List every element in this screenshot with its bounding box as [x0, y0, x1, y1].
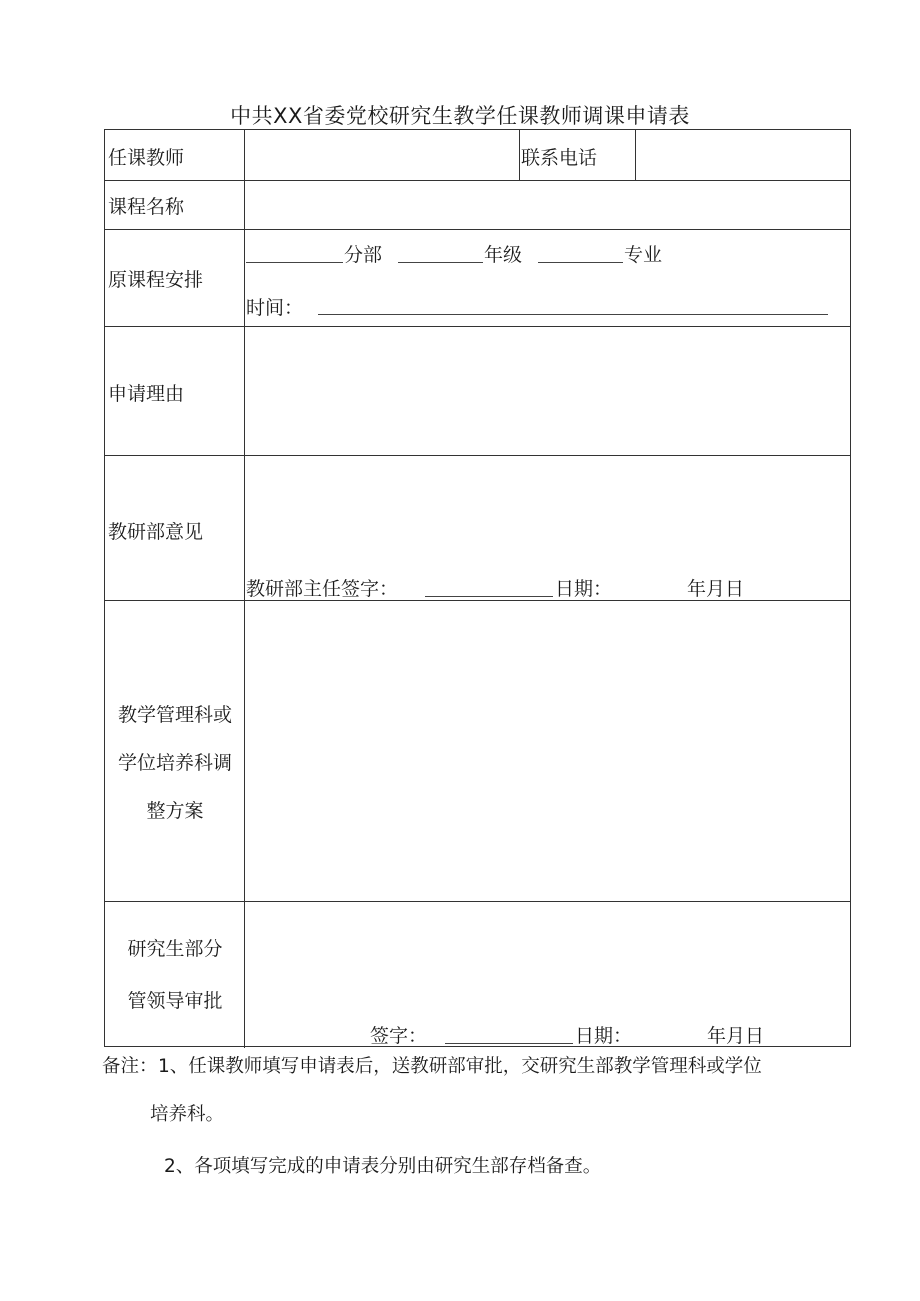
phone-label: 联系电话 [521, 147, 598, 169]
plan-label-line3: 整方案 [146, 800, 204, 822]
row-divider [105, 901, 850, 902]
dept-ymd-text: 年月日 [687, 578, 745, 600]
plan-label-line1: 教学管理科或 [117, 704, 232, 726]
reason-label: 申请理由 [108, 383, 185, 405]
teacher-label: 任课教师 [108, 147, 185, 169]
dept-sign-text: 教研部主任签字： [246, 578, 399, 600]
row-divider [105, 455, 850, 456]
course-name-field[interactable] [246, 181, 849, 228]
column-divider [244, 130, 245, 1048]
application-form-table [104, 129, 851, 1047]
course-name-label: 课程名称 [108, 196, 185, 218]
plan-label-line2: 学位培养科调 [117, 752, 232, 774]
row-divider [105, 229, 850, 230]
approve-sign-blank[interactable] [445, 1043, 573, 1044]
time-text: 时间： [246, 297, 304, 319]
approve-ymd-text: 年月日 [707, 1025, 765, 1047]
dept-date-text: 日期： [555, 578, 613, 600]
note-1-line-2: 培养科。 [150, 1104, 225, 1125]
approve-label-line1: 研究生部分 [127, 938, 223, 960]
column-divider [519, 130, 520, 180]
plan-field[interactable] [246, 601, 849, 900]
form-title: 中共XX省委党校研究生教学任课教师调课申请表 [230, 104, 690, 128]
branch-blank[interactable] [246, 262, 343, 263]
major-blank[interactable] [538, 262, 623, 263]
dept-opinion-label: 教研部意见 [108, 521, 204, 543]
approve-label-line2: 管领导审批 [127, 990, 223, 1012]
dept-sign-blank[interactable] [425, 596, 553, 597]
time-blank[interactable] [318, 314, 828, 315]
column-divider [635, 130, 636, 180]
schedule-label: 原课程安排 [108, 269, 204, 291]
phone-field[interactable] [637, 131, 849, 179]
branch-text: 分部 [344, 244, 383, 266]
grade-blank[interactable] [398, 262, 483, 263]
approve-date-text: 日期： [575, 1025, 633, 1047]
reason-field[interactable] [246, 327, 849, 454]
note-2: 2、各项填写完成的申请表分别由研究生部存档备查。 [164, 1156, 602, 1177]
approve-sign-text: 签字： [370, 1025, 428, 1047]
notes-prefix: 备注： [102, 1056, 158, 1077]
note-1-line-1: 1、任课教师填写申请表后，送教研部审批，交研究生部教学管理科或学位 [158, 1056, 762, 1077]
grade-text: 年级 [484, 244, 523, 266]
teacher-field[interactable] [246, 131, 518, 179]
major-text: 专业 [624, 244, 663, 266]
